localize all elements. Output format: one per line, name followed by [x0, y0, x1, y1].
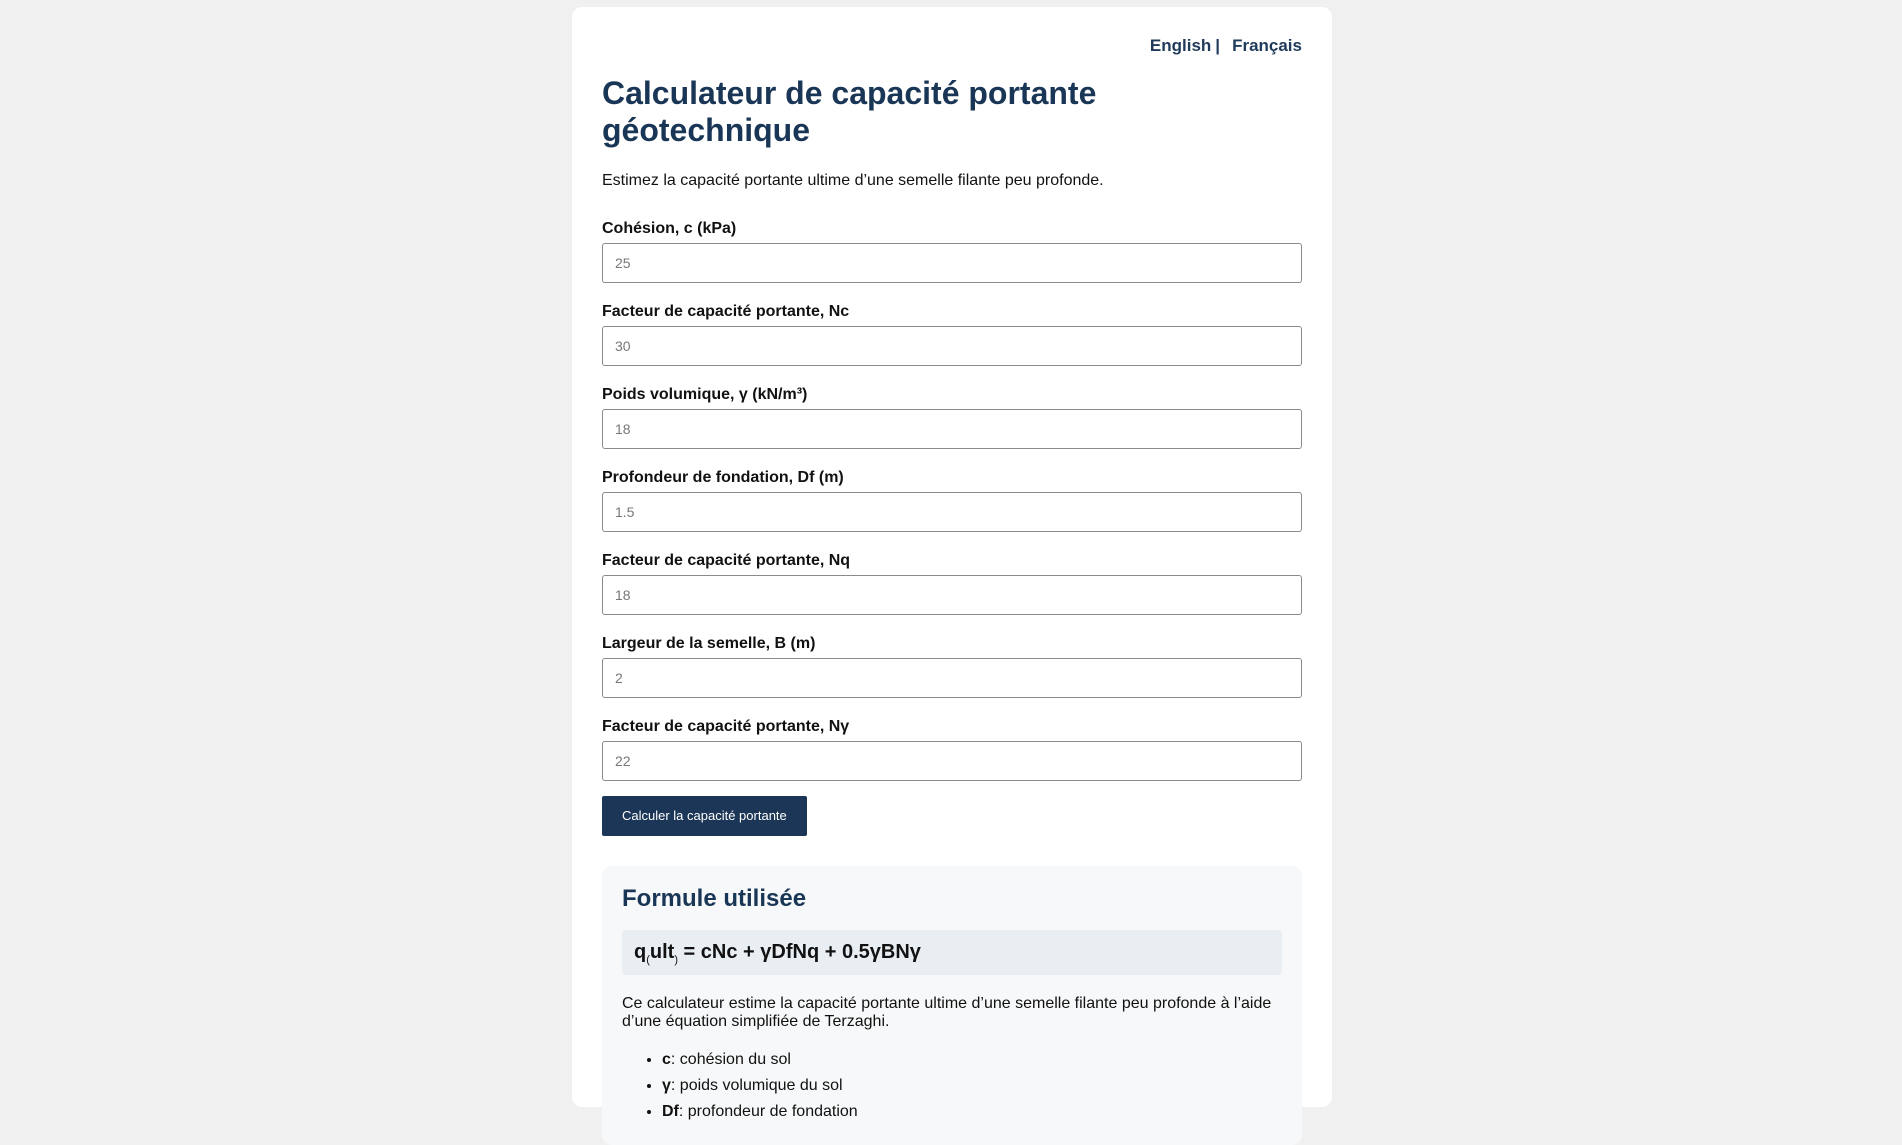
width-label: Largeur de la semelle, B (m): [602, 635, 816, 652]
field-ngamma: [602, 717, 1302, 781]
intro-text: Estimez la capacité portante ultime d’une semelle filante peu profonde.: [602, 172, 1104, 189]
formula-sub-close: ): [674, 954, 678, 966]
lang-separator: |: [1215, 36, 1221, 55]
unit-weight-label: Poids volumique, γ (kN/m³): [602, 386, 808, 403]
formula-rest: = cNc + γDfNq + 0.5γBNγ: [678, 941, 921, 963]
formula-sub-open: (: [646, 954, 650, 966]
field-cohesion: [602, 219, 1302, 283]
ngamma-label: Facteur de capacité portante, Nγ: [602, 718, 850, 735]
variable-item: [662, 1099, 1282, 1125]
field-nq: [602, 551, 1302, 615]
formula-section: [602, 866, 1302, 1145]
variable-text: : poids volumique du sol: [670, 1077, 843, 1094]
lang-english-link[interactable]: English: [1149, 36, 1212, 55]
nc-input[interactable]: [602, 326, 1302, 366]
calculate-button[interactable]: Calculer la capacité portante: [602, 796, 807, 836]
cohesion-label: Cohésion, c (kPa): [602, 220, 737, 237]
field-width: [602, 634, 1302, 698]
calculator-card: [572, 7, 1332, 1120]
nq-input[interactable]: [602, 575, 1302, 615]
language-switcher: [602, 35, 1302, 61]
variable-symbol: γ: [662, 1077, 671, 1094]
variable-symbol: Df: [662, 1103, 679, 1120]
width-input[interactable]: [602, 658, 1302, 698]
unit-weight-input[interactable]: [602, 409, 1302, 449]
lang-french-link[interactable]: Français: [1232, 36, 1302, 55]
field-depth: [602, 468, 1302, 532]
variable-item: [662, 1047, 1282, 1073]
variable-text: : cohésion du sol: [670, 1051, 791, 1068]
nq-label: Facteur de capacité portante, Nq: [602, 552, 851, 569]
depth-input[interactable]: [602, 492, 1302, 532]
cohesion-input[interactable]: [602, 243, 1302, 283]
depth-label: Profondeur de fondation, Df (m): [602, 469, 844, 486]
formula-display: [622, 930, 1282, 975]
variable-symbol: c: [662, 1051, 671, 1068]
formula-q: q: [634, 941, 647, 963]
formula-heading: Formule utilisée: [622, 885, 807, 912]
variable-item: [662, 1073, 1282, 1099]
variable-text: : profondeur de fondation: [678, 1103, 858, 1120]
page-title: Calculateur de capacité portante géotechnique: [602, 75, 1097, 148]
nc-label: Facteur de capacité portante, Nc: [602, 303, 850, 320]
ngamma-input[interactable]: [602, 741, 1302, 781]
formula-description: Ce calculateur estime la capacité portante ultime d’une semelle filante peu profonde à l’aide d’une équation simplifiée de Terzaghi.: [622, 995, 1272, 1030]
field-unit-weight: [602, 385, 1302, 449]
variables-list: [622, 1047, 1282, 1125]
formula-ult: ult: [649, 941, 675, 963]
field-nc: [602, 302, 1302, 366]
